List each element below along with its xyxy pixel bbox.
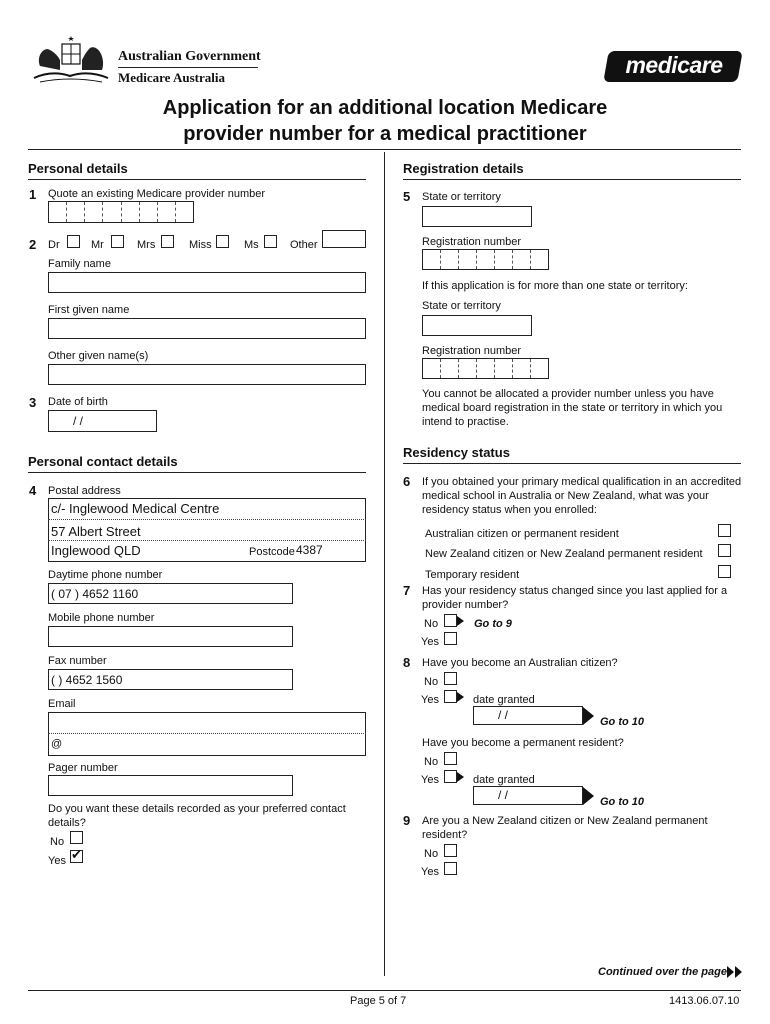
q7-line-2: provider number? bbox=[422, 599, 509, 611]
email-divider bbox=[48, 733, 366, 734]
state-field-2[interactable] bbox=[422, 315, 532, 336]
q6-number: 6 bbox=[403, 474, 411, 489]
title-mr-checkbox[interactable] bbox=[111, 235, 124, 248]
q8-resident-yes-label: Yes bbox=[421, 774, 439, 786]
title-rule bbox=[28, 149, 741, 150]
contact-rule bbox=[28, 472, 366, 473]
other-given-label: Other given name(s) bbox=[48, 350, 149, 362]
dob-field[interactable] bbox=[48, 410, 157, 432]
coat-of-arms-icon bbox=[32, 36, 110, 86]
address-divider-2 bbox=[48, 540, 366, 541]
daytime-label: Daytime phone number bbox=[48, 569, 163, 581]
q8-resident-date-field[interactable] bbox=[473, 786, 583, 805]
email-label: Email bbox=[48, 698, 76, 710]
preferred-question-2: details? bbox=[48, 817, 86, 829]
q8-resident-date-value: / / bbox=[498, 788, 509, 802]
q8-citizen-date-field[interactable] bbox=[473, 706, 583, 725]
provider-number-field[interactable] bbox=[48, 201, 194, 223]
q8-citizen-go-to-10: Go to 10 bbox=[600, 716, 645, 728]
address-line-1: c/- Inglewood Medical Centre bbox=[51, 501, 220, 516]
registration-rule bbox=[403, 179, 741, 180]
state-label-2: State or territory bbox=[422, 300, 501, 312]
state-field[interactable] bbox=[422, 206, 532, 227]
q9-yes-checkbox[interactable] bbox=[444, 862, 457, 875]
title-other-field[interactable] bbox=[322, 230, 366, 248]
registration-note-2: medical board registration in the state or territory in which you bbox=[422, 402, 723, 414]
reg-label-2: Registration number bbox=[422, 345, 522, 357]
q5-number: 5 bbox=[403, 189, 411, 204]
q8-citizen-yes-checkbox[interactable] bbox=[444, 690, 457, 703]
q2-number: 2 bbox=[29, 237, 37, 252]
address-line-3: Inglewood QLD bbox=[51, 543, 141, 558]
title-ms-label: Ms bbox=[244, 239, 259, 251]
more-than-one-note: If this application is for more than one state or territory: bbox=[422, 280, 688, 292]
q8-resident-date-label: date granted bbox=[473, 774, 535, 786]
first-given-label: First given name bbox=[48, 304, 130, 316]
form-title-line2: provider number for a medical practitioner bbox=[183, 123, 587, 145]
mobile-label: Mobile phone number bbox=[48, 612, 155, 624]
fax-label: Fax number bbox=[48, 655, 107, 667]
preferred-yes-checkbox[interactable] bbox=[70, 850, 83, 863]
q6-line-1: If you obtained your primary medical qualification in an accredited bbox=[422, 476, 742, 488]
q7-yes-label: Yes bbox=[421, 636, 439, 648]
q6-line-3: residency status when you enrolled: bbox=[422, 504, 597, 516]
q9-no-label: No bbox=[424, 848, 439, 860]
q3-number: 3 bbox=[29, 395, 37, 410]
q7-no-label: No bbox=[424, 618, 439, 630]
continued-label: Continued over the page bbox=[598, 966, 727, 978]
reg-number-field-2[interactable] bbox=[422, 358, 549, 379]
title-mrs-checkbox[interactable] bbox=[161, 235, 174, 248]
preferred-no-label: No bbox=[50, 836, 65, 848]
medicare-logo-text: medicare bbox=[625, 52, 723, 78]
postal-label: Postal address bbox=[48, 485, 121, 497]
dob-label: Date of birth bbox=[48, 396, 108, 408]
residency-heading: Residency status bbox=[403, 445, 510, 460]
q7-go-to-9: Go to 9 bbox=[474, 618, 512, 630]
residency-rule bbox=[403, 463, 741, 464]
family-name-field[interactable] bbox=[48, 272, 366, 293]
q8-citizen-no-checkbox[interactable] bbox=[444, 672, 457, 685]
reg-label: Registration number bbox=[422, 236, 522, 248]
preferred-yes-label: Yes bbox=[48, 855, 66, 867]
q8-resident-no-label: No bbox=[424, 756, 439, 768]
title-mr-label: Mr bbox=[91, 239, 104, 251]
footer-rule bbox=[28, 990, 741, 991]
q8-resident-no-checkbox[interactable] bbox=[444, 752, 457, 765]
dob-value: / / bbox=[73, 414, 84, 428]
opt-temporary-checkbox[interactable] bbox=[718, 565, 731, 578]
registration-note-3: intend to practise. bbox=[422, 416, 509, 428]
title-dr-checkbox[interactable] bbox=[67, 235, 80, 248]
contact-heading: Personal contact details bbox=[28, 454, 178, 469]
family-name-label: Family name bbox=[48, 258, 111, 270]
mobile-field[interactable] bbox=[48, 626, 293, 647]
fax-value: ( ) 4652 1560 bbox=[51, 673, 123, 687]
form-code: 1413.06.07.10 bbox=[669, 995, 740, 1007]
q7-number: 7 bbox=[403, 583, 411, 598]
q4-number: 4 bbox=[29, 483, 37, 498]
q1-label: Quote an existing Medicare provider number bbox=[48, 188, 266, 200]
q6-line-2: medical school in Australia or New Zealand, what was your bbox=[422, 490, 709, 502]
q8-resident-yes-checkbox[interactable] bbox=[444, 770, 457, 783]
opt-nz-checkbox[interactable] bbox=[718, 544, 731, 557]
agency-name: Medicare Australia bbox=[118, 70, 225, 85]
q8-resident-go-to-10: Go to 10 bbox=[600, 796, 645, 808]
q9-no-checkbox[interactable] bbox=[444, 844, 457, 857]
opt-nz-label: New Zealand citizen or New Zealand permanent resident bbox=[425, 548, 703, 560]
q9-line-1: Are you a New Zealand citizen or New Zealand permanent bbox=[422, 815, 708, 827]
q9-yes-label: Yes bbox=[421, 866, 439, 878]
title-dr-label: Dr bbox=[48, 239, 60, 251]
title-miss-checkbox[interactable] bbox=[216, 235, 229, 248]
q8-citizen-yes-label: Yes bbox=[421, 694, 439, 706]
address-line-2: 57 Albert Street bbox=[51, 524, 141, 539]
page-number: Page 5 of 7 bbox=[350, 995, 407, 1007]
q8-citizen-question: Have you become an Australian citizen? bbox=[422, 657, 618, 669]
title-ms-checkbox[interactable] bbox=[264, 235, 277, 248]
preferred-no-checkbox[interactable] bbox=[70, 831, 83, 844]
email-at: @ bbox=[51, 738, 63, 750]
q1-number: 1 bbox=[29, 187, 37, 202]
personal-details-heading: Personal details bbox=[28, 161, 128, 176]
gov-rule bbox=[118, 67, 258, 68]
q8-resident-question: Have you become a permanent resident? bbox=[422, 737, 624, 749]
title-other-label: Other bbox=[290, 239, 318, 251]
reg-number-field[interactable] bbox=[422, 249, 549, 270]
registration-heading: Registration details bbox=[403, 161, 524, 176]
opt-australian-checkbox[interactable] bbox=[718, 524, 731, 537]
postcode-label: Postcode bbox=[249, 546, 295, 558]
other-given-field[interactable] bbox=[48, 364, 366, 385]
q7-no-checkbox[interactable] bbox=[444, 614, 457, 627]
gov-name: Australian Government bbox=[118, 49, 261, 64]
q7-line-1: Has your residency status changed since you last applied for a bbox=[422, 585, 728, 597]
first-given-field[interactable] bbox=[48, 318, 366, 339]
q8-number: 8 bbox=[403, 655, 411, 670]
pager-field[interactable] bbox=[48, 775, 293, 796]
title-mrs-label: Mrs bbox=[137, 239, 156, 251]
opt-australian-label: Australian citizen or permanent resident bbox=[425, 528, 619, 540]
continue-arrows-icon bbox=[727, 966, 743, 978]
column-divider bbox=[384, 152, 385, 976]
preferred-question: Do you want these details recorded as your preferred contact bbox=[48, 803, 346, 815]
q9-number: 9 bbox=[403, 813, 411, 828]
q9-line-2: resident? bbox=[422, 829, 468, 841]
daytime-value: ( 07 ) 4652 1160 bbox=[51, 587, 139, 601]
address-divider-1 bbox=[48, 519, 366, 520]
pager-label: Pager number bbox=[48, 762, 118, 774]
personal-rule bbox=[28, 179, 366, 180]
state-label: State or territory bbox=[422, 191, 501, 203]
q8-citizen-date-label: date granted bbox=[473, 694, 535, 706]
check-mark-icon: ✔ bbox=[71, 848, 82, 863]
postcode-value: 4387 bbox=[296, 543, 323, 557]
q7-yes-checkbox[interactable] bbox=[444, 632, 457, 645]
title-miss-label: Miss bbox=[189, 239, 212, 251]
registration-note-1: You cannot be allocated a provider number unless you have bbox=[422, 388, 714, 400]
email-field[interactable] bbox=[48, 712, 366, 756]
q8-citizen-date-value: / / bbox=[498, 708, 509, 722]
form-title-line1: Application for an additional location Medicare bbox=[162, 97, 608, 119]
opt-temporary-label: Temporary resident bbox=[425, 569, 520, 581]
q8-citizen-no-label: No bbox=[424, 676, 439, 688]
